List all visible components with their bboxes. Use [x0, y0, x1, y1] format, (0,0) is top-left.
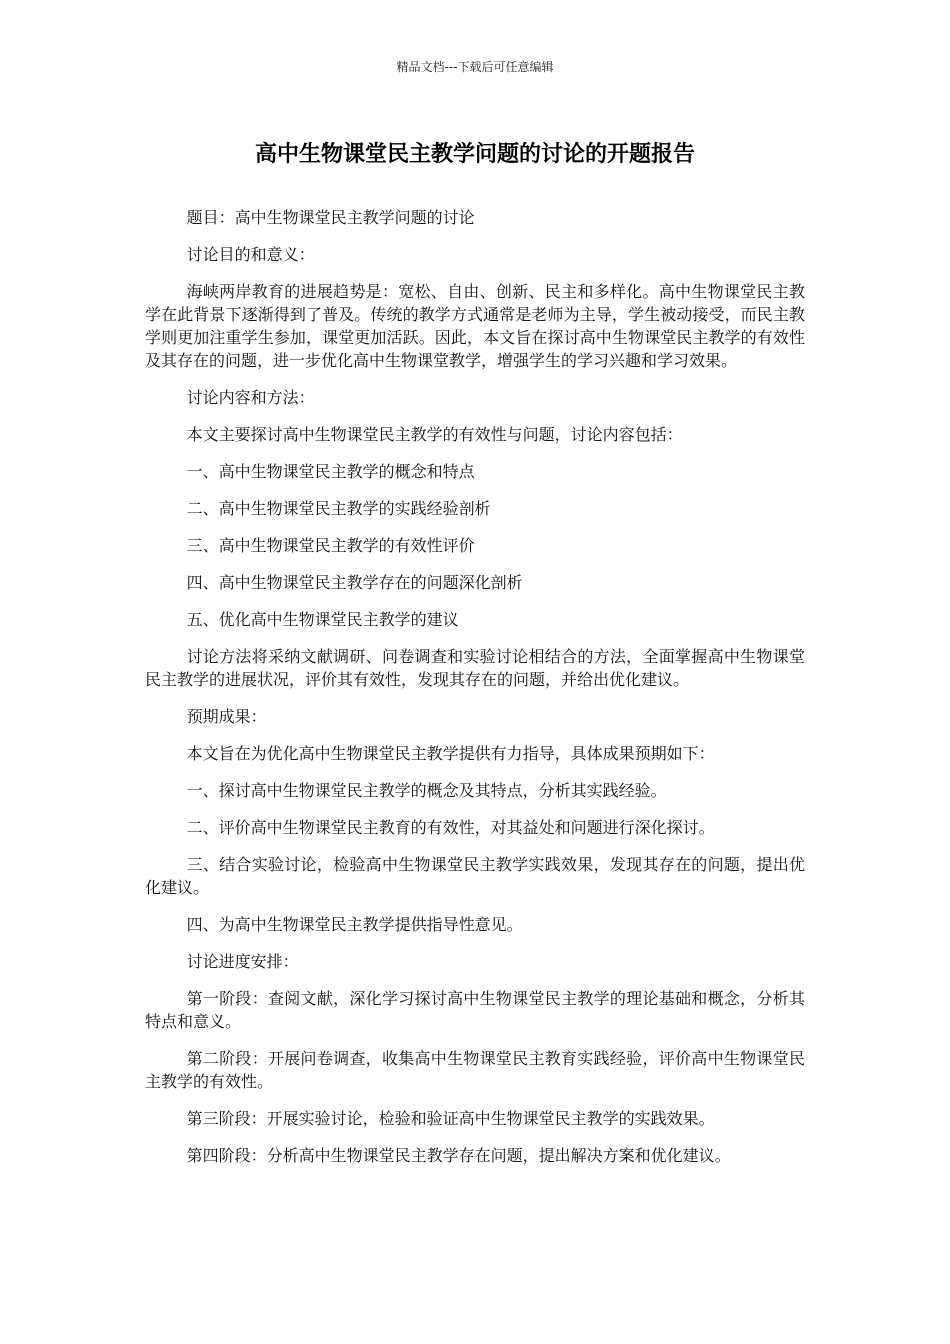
schedule-stage-1: 第一阶段：查阅文献，深化学习探讨高中生物课堂民主教学的理论基础和概念，分析其特点和意义。	[145, 989, 805, 1031]
results-intro: 本文旨在为优化高中生物课堂民主教学提供有力指导，具体成果预期如下：	[186, 744, 715, 763]
content-item-4: 四、高中生物课堂民主教学存在的问题深化剖析	[186, 573, 523, 592]
result-item-2: 二、评价高中生物课堂民主教育的有效性，对其益处和问题进行深化探讨。	[186, 818, 715, 837]
section-heading-schedule: 讨论进度安排：	[186, 952, 299, 971]
section-heading-content-method: 讨论内容和方法：	[186, 388, 315, 407]
result-item-3: 三、结合实验讨论，检验高中生物课堂民主教学实践效果，发现其存在的问题，提出优化建议。	[145, 855, 805, 897]
content-item-2: 二、高中生物课堂民主教学的实践经验剖析	[186, 499, 491, 518]
purpose-paragraph: 海峡两岸教育的进展趋势是：宽松、自由、创新、民主和多样化。高中生物课堂民主教学在此背景下逐渐得到了普及。传统的教学方式通常是老师为主导，学生被动接受，而民主教学则更加注重学生参加，课堂更加活跃。因此，本文旨在探讨高中生物课堂民主教学的有效性及其存在的问题，进一步优化高中生物课堂教学，增强学生的学习兴趣和学习效果。	[145, 282, 805, 370]
section-heading-purpose: 讨论目的和意义：	[186, 245, 315, 264]
document-body	[145, 206, 805, 1181]
content-item-1: 一、高中生物课堂民主教学的概念和特点	[186, 462, 475, 481]
content-item-5: 五、优化高中生物课堂民主教学的建议	[186, 610, 459, 629]
schedule-stage-4: 第四阶段：分析高中生物课堂民主教学存在问题，提出解决方案和优化建议。	[186, 1146, 731, 1165]
document-title: 高中生物课堂民主教学问题的讨论的开题报告	[254, 142, 695, 167]
schedule-stage-2: 第二阶段：开展问卷调查，收集高中生物课堂民主教育实践经验，评价高中生物课堂民主教学的有效性。	[145, 1049, 805, 1091]
header-note: 精品文档---下载后可任意编辑	[396, 60, 554, 74]
schedule-stage-3: 第三阶段：开展实验讨论，检验和验证高中生物课堂民主教学的实践效果。	[186, 1109, 715, 1128]
result-item-4: 四、为高中生物课堂民主教学提供指导性意见。	[186, 915, 523, 934]
section-heading-expected-results: 预期成果：	[186, 707, 267, 726]
result-item-1: 一、探讨高中生物课堂民主教学的概念及其特点，分析其实践经验。	[186, 781, 667, 800]
content-intro: 本文主要探讨高中生物课堂民主教学的有效性与问题，讨论内容包括：	[186, 425, 683, 444]
method-paragraph: 讨论方法将采纳文献调研、问卷调查和实验讨论相结合的方法，全面掌握高中生物课堂民主教学的进展状况，评价其有效性，发现其存在的问题，并给出优化建议。	[145, 647, 805, 689]
content-item-3: 三、高中生物课堂民主教学的有效性评价	[186, 536, 475, 555]
topic-line: 题目：高中生物课堂民主教学问题的讨论	[186, 208, 475, 227]
